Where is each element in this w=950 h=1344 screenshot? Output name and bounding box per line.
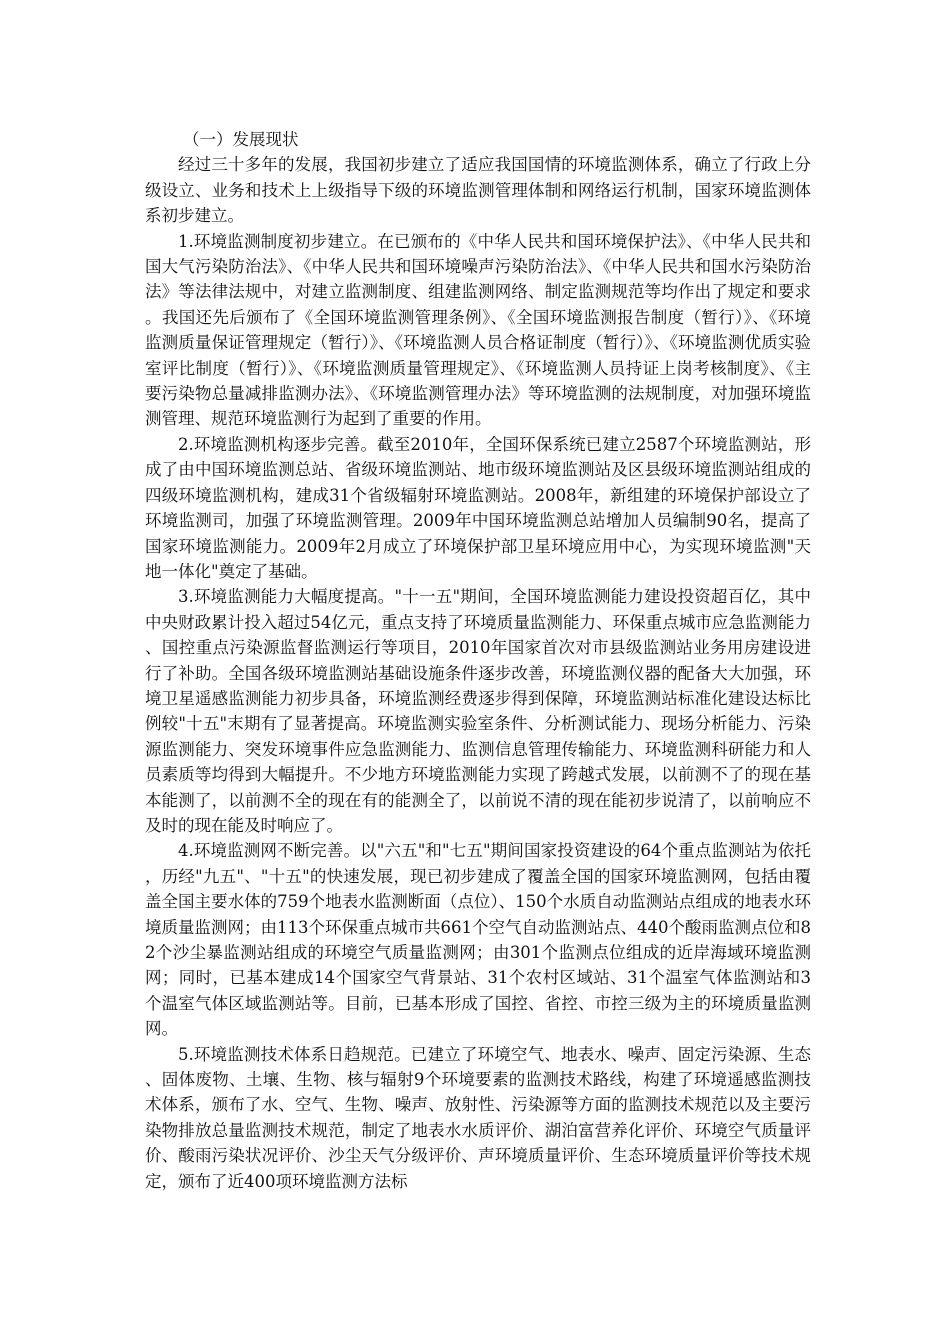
paragraph-monitoring-network: 4.环境监测网不断完善。以"六五"和"七五"期间国家投资建设的64个重点监测站为依托，历经"九五"、"十五"的快速发展，现已初步建成了覆盖全国的国家环境监测网，包括由覆盖全国主要水体的759个地表水监测断面（点位）、150个水质自动监测站点组成的地表水环境质量监测网；由113个环保重点城市共661个空气自动监测站点、440个酸雨监测点位和82个沙尘暴监测站组成的环境空气质量监测网；由301个监测点位组成的近岸海域环境监测网；同时，已基本建成14个国家空气背景站、31个农村区域站、31个温室气体监测站和3个温室气体区域监测站等。目前，已基本形成了国控、省控、市控三级为主的环境质量监测网。 [145, 841, 811, 1039]
paragraph-intro: 经过三十多年的发展，我国初步建立了适应我国国情的环境监测体系，确立了行政上分级设立、业务和技术上上级指导下级的环境监测管理体制和网络运行机制，国家环境监测体系初步建立。 [145, 155, 811, 226]
section-heading: （一）发展现状 [183, 130, 299, 149]
paragraph-monitoring-system: 1.环境监测制度初步建立。在已颁布的《中华人民共和国环境保护法》、《中华人民共和国大气污染防治法》、《中华人民共和国环境噪声污染防治法》、《中华人民共和国水污染防治法》等法律法规中，对建立监测制度、组建监测网络、制定监测规范等均作出了规定和要求。我国还先后颁布了《全国环境监测管理条例》、《全国环境监测报告制度（暂行）》、《环境监测质量保证管理规定（暂行）》、《环境监测人员合格证制度（暂行）》、《环境监测优质实验室评比制度（暂行）》、《环境监测质量管理规定》、《环境监测人员持证上岗考核制度》、《主要污染物总量减排监测办法》、《环境监测管理办法》等环境监测的法规制度，对加强环境监测管理、规范环境监测行为起到了重要的作用。 [145, 231, 811, 429]
paragraph-monitoring-capacity: 3.环境监测能力大幅度提高。"十一五"期间，全国环境监测能力建设投资超百亿，其中中央财政累计投入超过54亿元，重点支持了环境质量监测能力、环保重点城市应急监测能力、国控重点污染源监督监测运行等项目，2010年国家首次对市县级监测站业务用房建设进行了补助。全国各级环境监测站基础设施条件逐步改善，环境监测仪器的配备大大加强，环境卫星遥感监测能力初步具备，环境监测经费逐步得到保障，环境监测站标准化建设达标比例较"十五"末期有了显著提高。环境监测实验室条件、分析测试能力、现场分析能力、污染源监测能力、突发环境事件应急监测能力、监测信息管理传输能力、环境监测科研能力和人员素质等均得到大幅提升。不少地方环境监测能力实现了跨越式发展，以前测不了的现在基本能测了，以前测不全的现在有的能测全了，以前说不清的现在能初步说清了，以前响应不及时的现在能及时响应了。 [145, 587, 811, 835]
paragraph-monitoring-institutions: 2.环境监测机构逐步完善。截至2010年，全国环保系统已建立2587个环境监测站，形成了由中国环境监测总站、省级环境监测站、地市级环境监测站及区县级环境监测站组成的四级环境监测机构，建成31个省级辐射环境监测站。2008年，新组建的环境保护部设立了环境监测司，加强了环境监测管理。2009年中国环境监测总站增加人员编制90名，提高了国家环境监测能力。2009年2月成立了环境保护部卫星环境应用中心，为实现环境监测"天地一体化"奠定了基础。 [145, 434, 811, 581]
document-page [145, 127, 811, 1194]
paragraph-monitoring-technology: 5.环境监测技术体系日趋规范。已建立了环境空气、地表水、噪声、固定污染源、生态、固体废物、土壤、生物、核与辐射9个环境要素的监测技术路线，构建了环境遥感监测技术体系，颁布了水、空气、生物、噪声、放射性、污染源等方面的监测技术规范以及主要污染物排放总量监测技术规范，制定了地表水水质评价、湖泊富营养化评价、环境空气质量评价、酸雨污染状况评价、沙尘天气分级评价、声环境质量评价、生态环境质量评价等技术规定，颁布了近400项环境监测方法标 [145, 1044, 811, 1191]
